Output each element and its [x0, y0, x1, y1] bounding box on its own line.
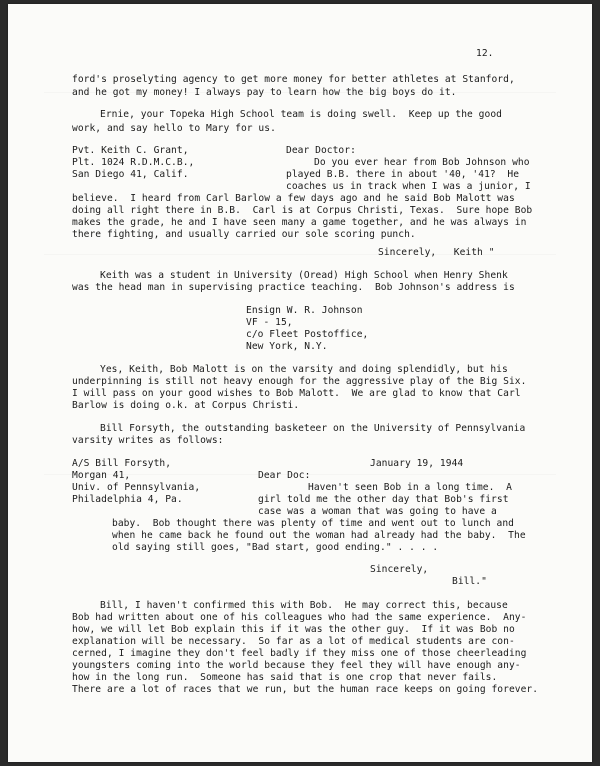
text-line: was the head man in supervising practice teaching. Bob Johnson's address is: [72, 282, 515, 293]
letter-address-line: Morgan 41,: [72, 470, 131, 481]
text-line: Barlow is doing o.k. at Corpus Christi.: [72, 400, 300, 411]
letter-address-line: Philadelphia 4, Pa.: [72, 494, 183, 505]
text-line: girl told me the other day that Bob's first: [258, 494, 509, 505]
address-line: Ensign W. R. Johnson: [246, 305, 363, 316]
letter-address-line: Univ. of Pennsylvania,: [72, 482, 201, 493]
text-line: work, and say hello to Mary for us.: [72, 123, 276, 134]
text-line: Haven't seen Bob in a long time. A: [308, 482, 512, 493]
letter-address-line: San Diego 41, Calif.: [72, 169, 189, 180]
text-line: played B.B. there in about '40, '41? He: [286, 169, 520, 180]
letter-address-line: Pvt. Keith C. Grant,: [72, 145, 189, 156]
letter-address-line: Plt. 1024 R.D.M.C.B.,: [72, 157, 195, 168]
text-line: underpinning is still not heavy enough for the aggressive play of the Big Six.: [72, 376, 527, 387]
text-line: doing all right there in B.B. Carl is at Corpus Christi, Texas. Sure hope Bob: [72, 205, 533, 216]
text-line: baby. Bob thought there was plenty of time and went out to lunch and: [112, 518, 514, 529]
text-line: Bill Forsyth, the outstanding basketeer on the University of Pennsylvania: [100, 423, 526, 434]
text-line: makes the grade, he and I have seen many a game together, and he was always in: [72, 217, 527, 228]
text-line: Bill, I haven't confirmed this with Bob. He may correct this, because: [100, 600, 508, 611]
letter-salutation: Dear Doc:: [258, 470, 311, 481]
address-line: c/o Fleet Postoffice,: [246, 329, 369, 340]
text-line: youngsters coming into the world because they feel they will have enough any-: [72, 660, 521, 671]
letter-address-line: A/S Bill Forsyth,: [72, 458, 172, 469]
text-line: old saying still goes, "Bad start, good ending." . . . .: [112, 542, 439, 553]
text-line: I will pass on your good wishes to Bob Malott. We are glad to know that Carl: [72, 388, 521, 399]
text-line: Keith was a student in University (Oread) High School when Henry Shenk: [100, 270, 508, 281]
text-line: varsity writes as follows:: [72, 435, 224, 446]
letter-date: January 19, 1944: [370, 458, 464, 469]
text-line: Yes, Keith, Bob Malott is on the varsity and doing splendidly, but his: [100, 364, 508, 375]
text-line: how, we will let Bob explain this if it was the other guy. If it was Bob no: [72, 624, 515, 635]
text-line: believe. I heard from Carl Barlow a few days ago and he said Bob Malott was: [72, 193, 515, 204]
text-line: explanation will be necessary. So far as a lot of medical students are con-: [72, 636, 515, 647]
letter-signature: Bill.": [452, 576, 487, 587]
text-line: coaches us in track when I was a junior, I: [286, 181, 531, 192]
page-number: 12.: [476, 48, 494, 59]
text-line: ford's proselyting agency to get more money for better athletes at Stanford,: [72, 74, 515, 85]
letter-salutation: Dear Doctor:: [286, 145, 356, 156]
text-line: case was a woman that was going to have a: [258, 506, 497, 517]
letter-closing: Sincerely,: [370, 564, 429, 575]
address-line: New York, N.Y.: [246, 341, 328, 352]
text-line: Ernie, your Topeka High School team is doing swell. Keep up the good: [100, 109, 502, 120]
text-line: Do you ever hear from Bob Johnson who: [314, 157, 530, 168]
text-line: and he got my money! I always pay to learn how the big boys do it.: [72, 87, 457, 98]
text-line: when he came back he found out the woman had already had the baby. The: [112, 530, 526, 541]
text-line: cerned, I imagine they don't feel badly if they miss one of those cheerleading: [72, 648, 527, 659]
address-line: VF - 15,: [246, 317, 293, 328]
document-page: [8, 4, 592, 762]
text-line: there fighting, and usually carried our sole scoring punch.: [72, 229, 416, 240]
text-line: how in the long run. Someone has said that is one crop that never fails.: [72, 672, 498, 683]
text-line: Bob had written about one of his colleagues who had the same experience. Any-: [72, 612, 527, 623]
text-line: There are a lot of races that we run, but the human race keeps on going forever.: [72, 684, 539, 695]
letter-closing: Sincerely, Keith ": [378, 247, 495, 258]
